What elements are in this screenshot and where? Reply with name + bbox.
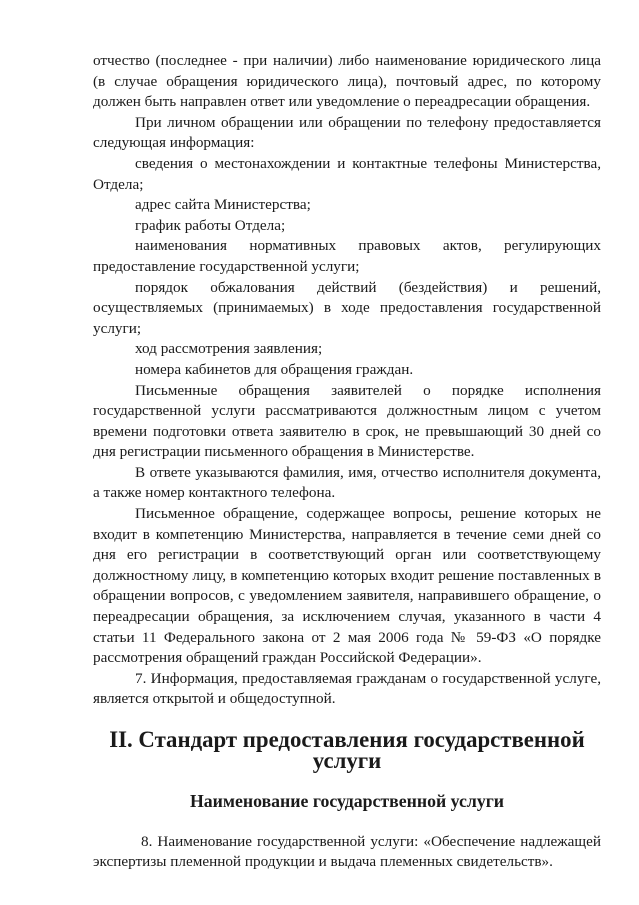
paragraph-redirect: Письменное обращение, содержащее вопросы, решение которых не входит в компетенцию Министерства, направляется в течение семи дней со дня его регистрации в соответствующий орган или соответствующему должностному лицу, в компетенцию которых входит решение поставленных в обращении вопросов, с уведомлением заявителя, направившего обращение, о переадресации обращения, за исключением случая, указанного в части 4 статьи 11 Федерального закона от 2 мая 2006 года № 59-ФЗ «О порядке рассмотрения обращений граждан Российской Федерации». [93,505,601,667]
paragraph-personal-appeal: При личном обращении или обращении по телефону предоставляется следующая информация: [93,113,601,152]
list-item-website: адрес сайта Министерства; [135,196,311,214]
list-item-progress: ход рассмотрения заявления; [135,340,323,358]
list-item-acts: наименования нормативных правовых актов, регулирующих предоставление государственной услуги; [93,237,601,275]
list-item-rooms: номера кабинетов для обращения граждан. [135,360,414,378]
list-item-schedule: график работы Отдела; [135,216,286,234]
paragraph-item-8: 8. Наименование государственной услуги: «Обеспечение надлежащей экспертизы племенной продукции и выдача племенных свидетельств». [93,832,601,871]
subsection-title: Наименование государственной услуги [189,791,505,812]
paragraph-item-7: 7. Информация, предоставляемая гражданам о государственной услуге, является открытой и общедоступной. [93,669,601,708]
list-item-appeal-procedure: порядок обжалования действий (бездействия) и решений, осуществляемых (принимаемых) в ходе предоставления государственной услуги; [93,278,601,337]
paragraph-answer-contents: В ответе указываются фамилия, имя, отчество исполнителя документа, а также номер контактного телефона. [93,463,601,502]
section-title: II. Стандарт предоставления государственной услуги [109,727,585,773]
paragraph-written-appeals: Письменные обращения заявителей о порядке исполнения государственной услуги рассматриваются должностным лицом с учетом времени подготовки ответа заявителю в срок, не превышающий 30 дней со дня регистрации письменного обращения в Министерстве. [93,381,601,461]
paragraph-continuation: отчество (последнее - при наличии) либо наименование юридического лица (в случае обращения юридического лица), почтовый адрес, по которому должен быть направлен ответ или уведомление о переадресации обращения. [93,52,601,111]
list-item-location: сведения о местонахождении и контактные телефоны Министерства, Отдела; [93,154,601,193]
